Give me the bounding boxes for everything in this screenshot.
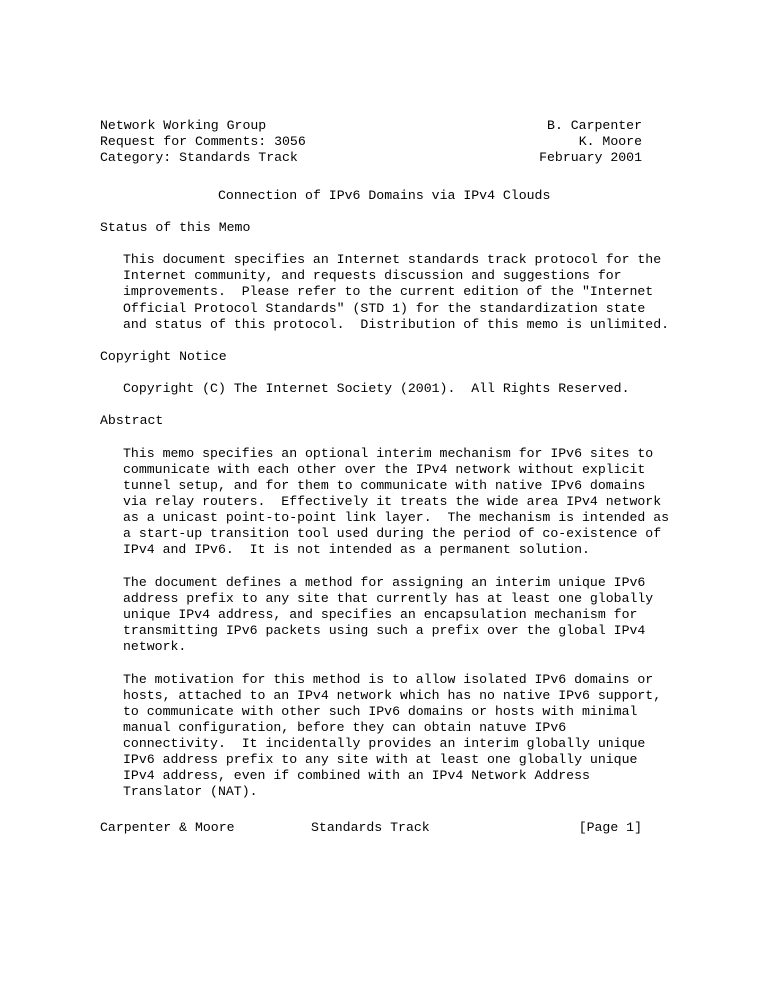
section-heading: Status of this Memo bbox=[100, 220, 251, 235]
footer-authors: Carpenter & Moore bbox=[100, 820, 235, 835]
body-line: tunnel setup, and for them to communicate with native IPv6 domains bbox=[123, 478, 646, 493]
body-line: communicate with each other over the IPv4 network without explicit bbox=[123, 462, 646, 477]
body-line: IPv4 address, even if combined with an IPv4 Network Address bbox=[123, 768, 590, 783]
body-line: to communicate with other such IPv6 domains or hosts with minimal bbox=[123, 704, 638, 719]
body-line: manual configuration, before they can obtain natuve IPv6 bbox=[123, 720, 567, 735]
body-line: and status of this protocol. Distribution of this memo is unlimited. bbox=[123, 317, 670, 332]
section-heading: Abstract bbox=[100, 413, 164, 428]
body-line: unique IPv4 address, and specifies an encapsulation mechanism for bbox=[123, 607, 638, 622]
body-line: connectivity. It incidentally provides an interim globally unique bbox=[123, 736, 646, 751]
body-line: transmitting IPv6 packets using such a prefix over the global IPv4 bbox=[123, 623, 646, 638]
body-line: via relay routers. Effectively it treats the wide area IPv4 network bbox=[123, 494, 662, 509]
header-left-line: Category: Standards Track bbox=[100, 150, 298, 165]
body-line: The document defines a method for assigning an interim unique IPv6 bbox=[123, 575, 646, 590]
header-left-line: Request for Comments: 3056 bbox=[100, 134, 306, 149]
body-line: as a unicast point-to-point link layer. The mechanism is intended as bbox=[123, 510, 670, 525]
header-right-line: B. Carpenter bbox=[547, 118, 642, 133]
header-left-line: Network Working Group bbox=[100, 118, 267, 133]
body-line: a start-up transition tool used during the period of co-existence of bbox=[123, 526, 662, 541]
body-line: IPv6 address prefix to any site with at least one globally unique bbox=[123, 752, 638, 767]
header-right-line: K. Moore bbox=[578, 134, 642, 149]
body-line: improvements. Please refer to the current edition of the "Internet bbox=[123, 284, 654, 299]
body-line: IPv4 and IPv6. It is not intended as a permanent solution. bbox=[123, 542, 590, 557]
body-line: address prefix to any site that currently has at least one globally bbox=[123, 591, 654, 606]
body-line: network. bbox=[123, 639, 187, 654]
body-line: Internet community, and requests discussion and suggestions for bbox=[123, 268, 622, 283]
body-line: This memo specifies an optional interim mechanism for IPv6 sites to bbox=[123, 446, 654, 461]
footer-track: Standards Track bbox=[311, 820, 430, 835]
header-right-line: February 2001 bbox=[539, 150, 642, 165]
body-line: hosts, attached to an IPv4 network which has no native IPv6 support, bbox=[123, 688, 662, 703]
body-line: This document specifies an Internet standards track protocol for the bbox=[123, 252, 662, 267]
body-line: The motivation for this method is to allow isolated IPv6 domains or bbox=[123, 672, 654, 687]
document-title: Connection of IPv6 Domains via IPv4 Clouds bbox=[218, 188, 551, 203]
footer-page-number: [Page 1] bbox=[578, 820, 642, 835]
body-line: Translator (NAT). bbox=[123, 784, 258, 799]
section-heading: Copyright Notice bbox=[100, 349, 227, 364]
body-line: Copyright (C) The Internet Society (2001). All Rights Reserved. bbox=[123, 381, 630, 396]
body-line: Official Protocol Standards" (STD 1) for the standardization state bbox=[123, 301, 646, 316]
